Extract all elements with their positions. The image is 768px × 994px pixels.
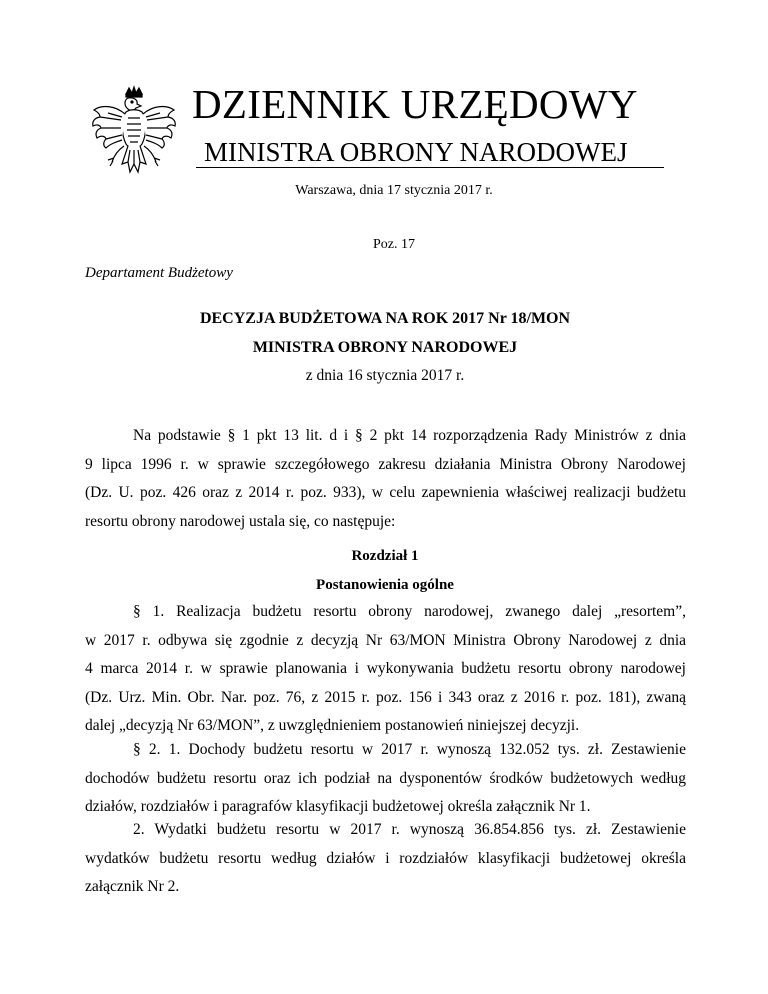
text-line: 4 marca 2014 r. w sprawie planowania i wykonywania budżetu resortu obrony narodowej: [85, 660, 686, 677]
text-line: dochodów budżetu resortu oraz ich podział na dysponentów środków budżetowych według: [85, 769, 686, 787]
text-line: 2. Wydatki budżetu resortu w 2017 r. wynoszą 36.854.856 tys. zł. Zestawienie: [133, 821, 686, 838]
chapter-number: Rozdział 1: [351, 548, 419, 564]
section-1-paragraph: [85, 598, 686, 741]
text-line: działów, rozdziałów i paragrafów klasyfikacji budżetowej określa załącznik Nr 1.: [85, 798, 591, 815]
preamble-paragraph: [85, 422, 686, 536]
decision-title: DECYZJA BUDŻETOWA NA ROK 2017 Nr 18/MON: [199, 310, 571, 327]
eagle-emblem-icon: [88, 84, 180, 188]
text-line: załącznik Nr 2.: [85, 878, 180, 895]
text-line: w 2017 r. odbywa się zgodnie z decyzją Nr 63/MON Ministra Obrony Narodowej z dnia: [85, 631, 686, 649]
text-line: (Dz. U. poz. 426 oraz z 2014 r. poz. 933), w celu zapewnienia właściwej realizacji budżetu: [85, 484, 686, 501]
section-2-2-paragraph: [85, 816, 686, 902]
text-line: dalej „decyzją Nr 63/MON”, z uwzględnieniem postanowień niniejszej decyzji.: [85, 717, 580, 734]
chapter-title: Postanowienia ogólne: [316, 577, 454, 593]
decision-date: z dnia 16 stycznia 2017 r.: [305, 367, 465, 384]
text-line: resortu obrony narodowej ustala się, co następuje:: [85, 512, 396, 530]
text-line: 9 lipca 1996 r. w sprawie szczegółowego zakresu działania Ministra Obrony Narodowej: [85, 455, 686, 473]
text-line: wydatków budżetu resortu według działów i rozdziałów klasyfikacji budżetowej określa: [85, 849, 686, 867]
text-line: § 1. Realizacja budżetu resortu obrony narodowej, zwanego dalej „resortem”,: [133, 603, 686, 620]
text-line: Na podstawie § 1 pkt 13 lit. d i § 2 pkt 14 rozporządzenia Rady Ministrów z dnia: [133, 427, 686, 444]
position-number: Poz. 17: [373, 237, 415, 252]
section-2-1-paragraph: [85, 736, 686, 822]
journal-subtitle: MINISTRA OBRONY NARODOWEJ: [204, 137, 628, 167]
publication-date: Warszawa, dnia 17 stycznia 2017 r.: [295, 183, 493, 198]
masthead-divider: [196, 167, 664, 168]
issuing-department: Departament Budżetowy: [85, 265, 233, 281]
text-line: § 2. 1. Dochody budżetu resortu w 2017 r. wynoszą 132.052 tys. zł. Zestawienie: [133, 741, 686, 758]
decision-issuer: MINISTRA OBRONY NARODOWEJ: [252, 339, 518, 356]
text-line: (Dz. Urz. Min. Obr. Nar. poz. 76, z 2015 r. poz. 156 i 343 oraz z 2016 r. poz. 181), zwaną: [85, 688, 686, 706]
journal-title: DZIENNIK URZĘDOWY: [192, 81, 638, 127]
